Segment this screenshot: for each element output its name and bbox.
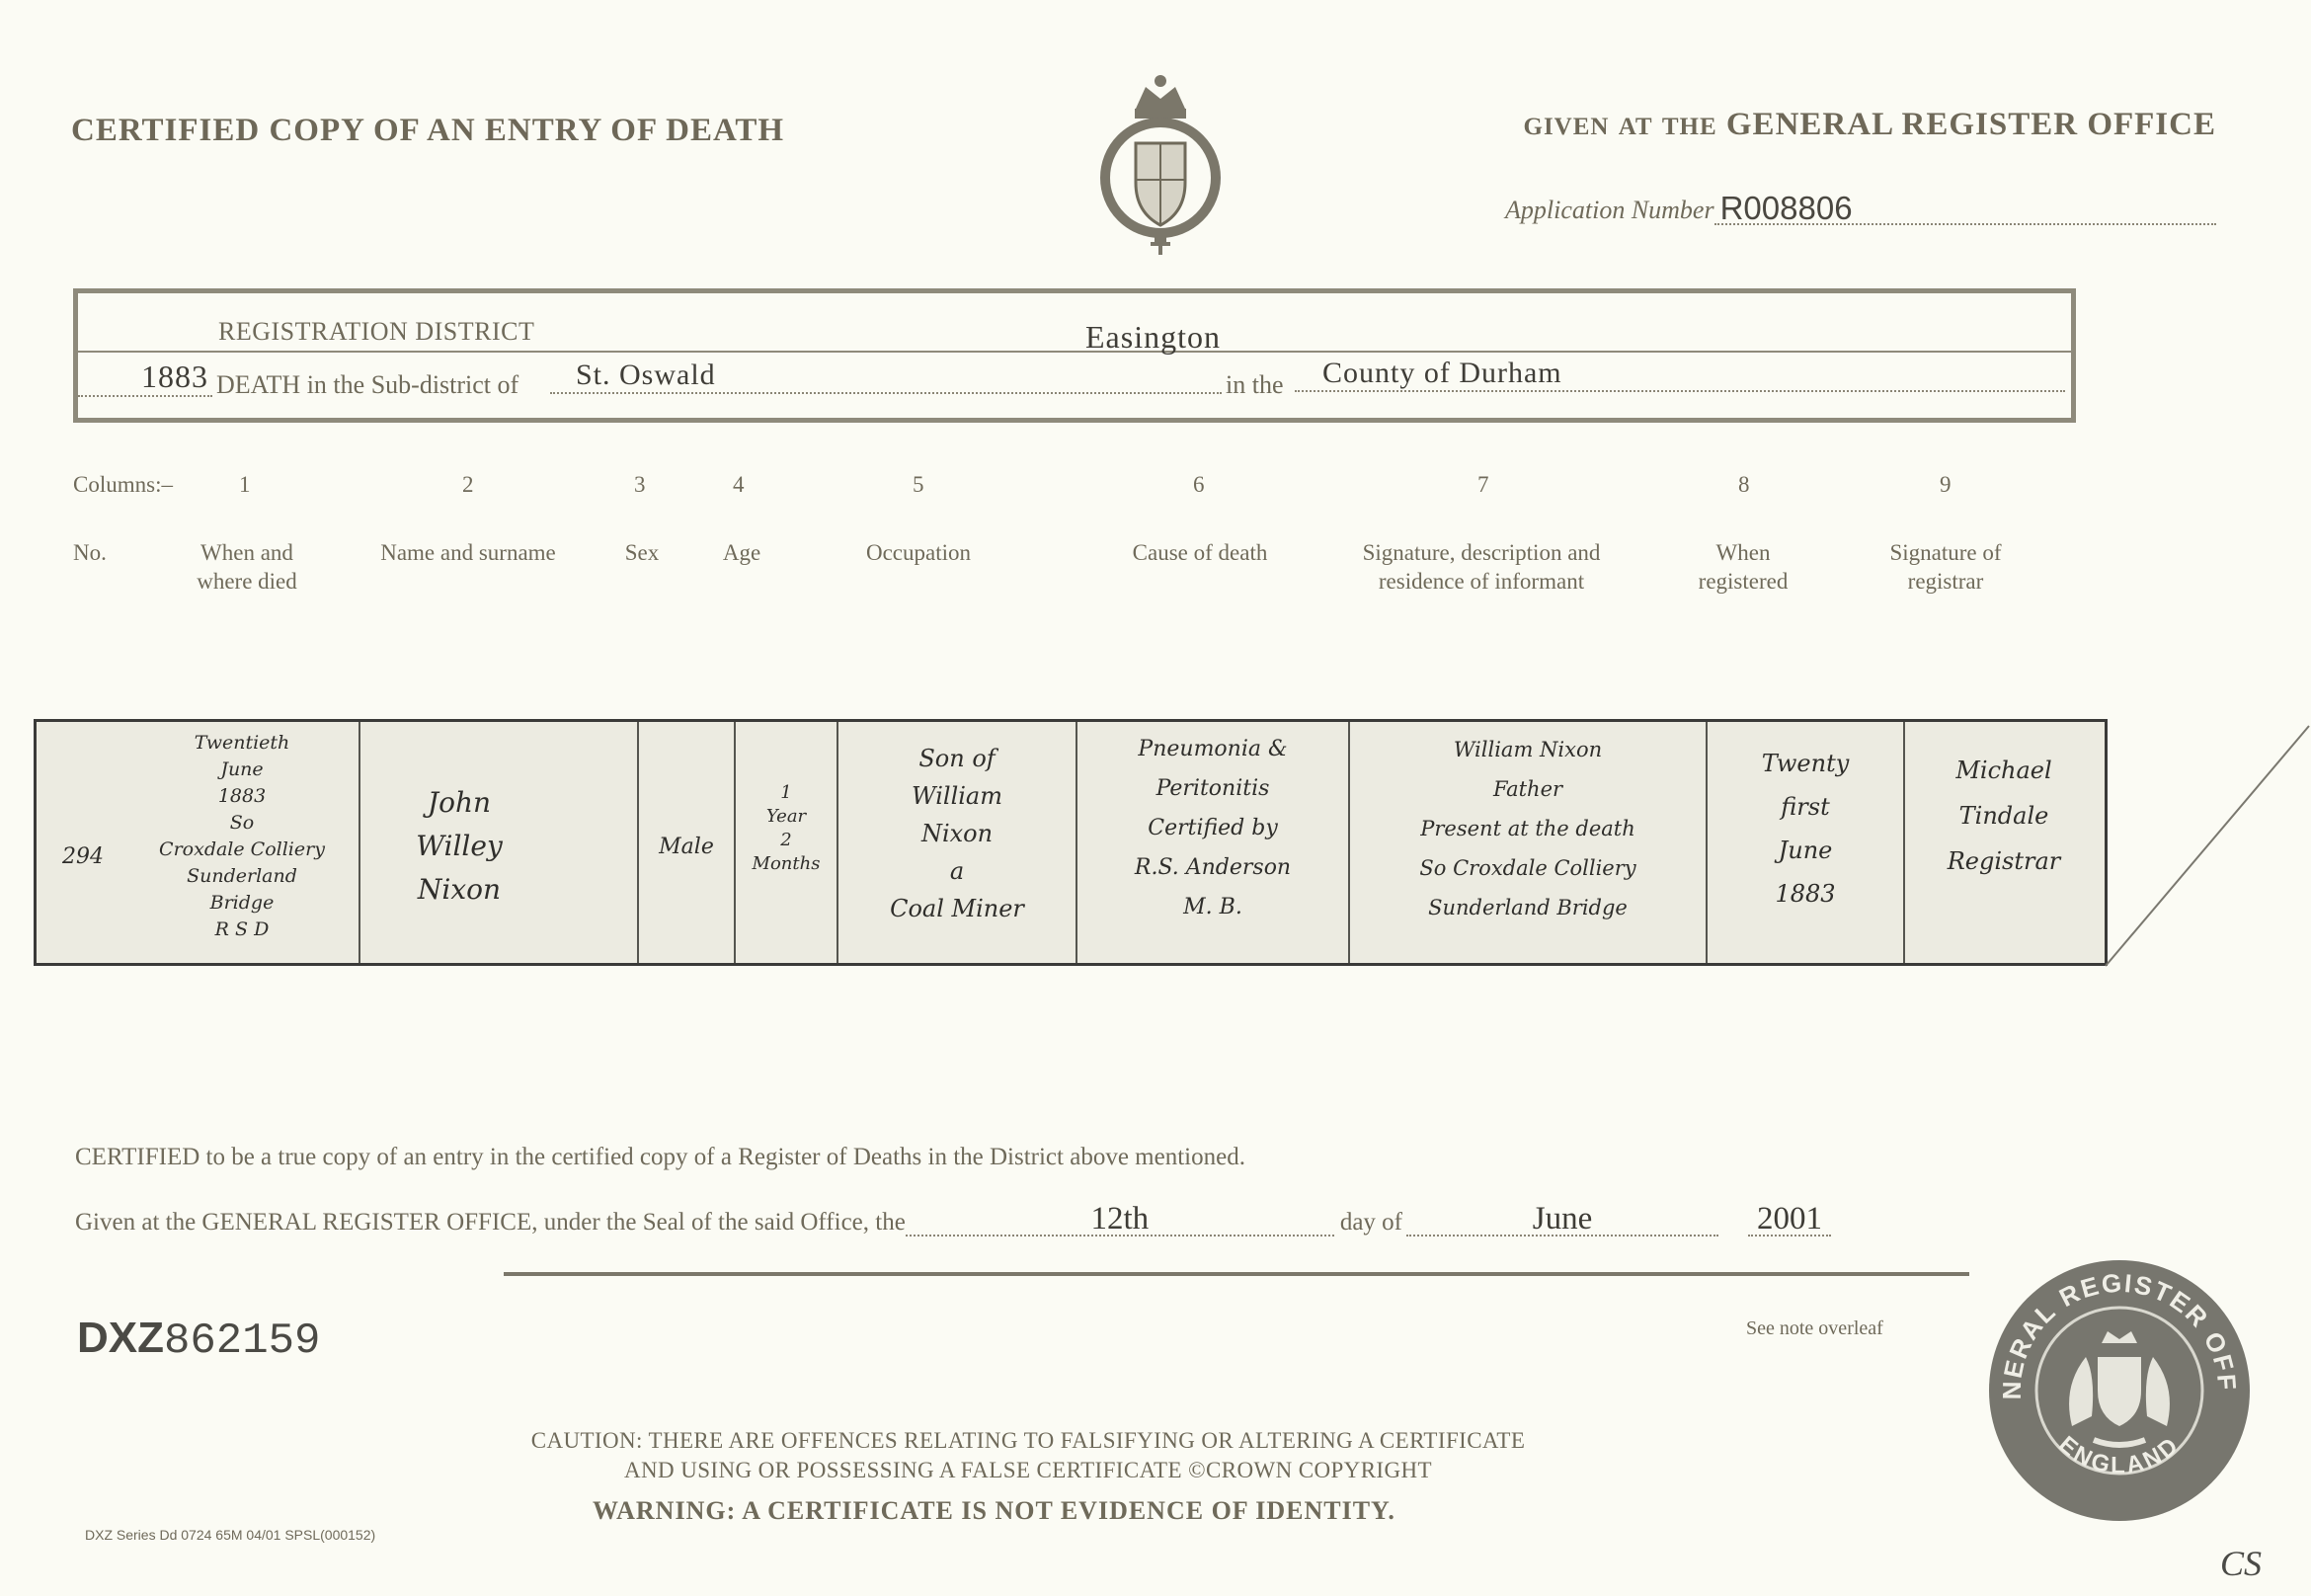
- entry-occupation: Son of William Nixon a Coal Miner: [890, 745, 1024, 922]
- entry-when-where: Twentieth June 1883 So Croxdale Colliery Sunderland Bridge R S D: [159, 732, 325, 940]
- entry-registrar: Michael Tindale Registrar: [1947, 757, 2061, 875]
- month-value: June: [1406, 1203, 1718, 1237]
- column-number-4: 4: [733, 472, 745, 497]
- column-number-8: 8: [1738, 472, 1750, 497]
- heading-no: No.: [73, 540, 107, 565]
- entry-cause-of-death: Pneumonia & Peritonitis Certified by R.S. Anderson M. B.: [1134, 737, 1292, 919]
- day-value: 12th: [906, 1203, 1334, 1237]
- column-number-9: 9: [1940, 472, 1952, 497]
- gro-seal-icon: [1987, 1258, 2252, 1523]
- serial-prefix: DXZ: [77, 1314, 164, 1362]
- heading-informant: Signature, description and residence of informant: [1362, 540, 1601, 594]
- heading-when-registered: When registered: [1698, 540, 1789, 594]
- diagonal-pen-stroke: [2104, 721, 2311, 968]
- heading-when-where-died: When and where died: [197, 540, 297, 594]
- column-number-1: 1: [239, 472, 251, 497]
- handwritten-initials: CS: [2220, 1544, 2263, 1583]
- column-number-6: 6: [1193, 472, 1205, 497]
- caution-line-2: AND USING OR POSSESSING A FALSE CERTIFICATE ©CROWN COPYRIGHT: [624, 1458, 1432, 1482]
- column-number-2: 2: [462, 472, 474, 497]
- entry-age: 1 Year 2 Months: [752, 782, 821, 874]
- columns-label: Columns:–: [73, 472, 173, 497]
- register-entry-row: [34, 719, 2108, 966]
- heading-age: Age: [722, 540, 761, 565]
- certificate-title: CERTIFIED COPY OF AN ENTRY OF DEATH: [71, 113, 785, 148]
- caution-line-1: CAUTION: THERE ARE OFFENCES RELATING TO FALSIFYING OR ALTERING A CERTIFICATE: [530, 1428, 1526, 1453]
- divider-rule: [504, 1272, 1969, 1276]
- year-value: 2001: [1748, 1203, 1831, 1237]
- entry-when-registered: Twenty first June 1883: [1761, 750, 1850, 908]
- heading-name-surname: Name and surname: [380, 540, 556, 565]
- column-number-3: 3: [634, 472, 646, 497]
- column-number-5: 5: [913, 472, 924, 497]
- entry-informant: William Nixon Father Present at the death So Croxdale Colliery Sunderland Bridge: [1419, 738, 1636, 919]
- heading-signature-registrar: Signature of registrar: [1889, 540, 2002, 594]
- caution-notice: [490, 1426, 1566, 1485]
- given-at-office: [1524, 107, 2217, 143]
- certificate-serial: [77, 1314, 320, 1366]
- heading-cause-of-death: Cause of death: [1132, 540, 1268, 565]
- given-date-row: [75, 1203, 1831, 1237]
- day-of-label: day of: [1339, 1209, 1402, 1236]
- form-series: DXZ Series Dd 0724 65M 04/01 SPSL(000152): [85, 1527, 376, 1543]
- warning-notice: WARNING: A CERTIFICATE IS NOT EVIDENCE OF IDENTITY.: [593, 1496, 1395, 1525]
- seal-top-text: NERAL REGISTER OFF: [1996, 1267, 2243, 1400]
- registration-district-value: Easington: [1085, 319, 1221, 355]
- seal-bottom-text: ENGLAND: [2053, 1430, 2186, 1479]
- subdistrict-row: [78, 353, 2071, 412]
- see-note-overleaf: See note overleaf: [1746, 1317, 1883, 1339]
- office-name: GENERAL REGISTER OFFICE: [1725, 107, 2216, 142]
- in-the-label: in the: [1226, 370, 1284, 399]
- entry-sex: Male: [659, 835, 714, 859]
- entry-name: John Willey Nixon: [416, 786, 503, 906]
- subdistrict-value: St. Oswald: [550, 359, 1222, 394]
- royal-crest-icon: [1091, 69, 1230, 257]
- column-number-7: 7: [1477, 472, 1489, 497]
- heading-sex: Sex: [624, 540, 660, 565]
- application-number-value: R008806: [1714, 194, 2216, 225]
- certification-statement: CERTIFIED to be a true copy of an entry in the certified copy of a Register of Deaths in the District above mentioned.: [75, 1144, 1245, 1170]
- given-label: GIVEN: [1523, 114, 1610, 140]
- registration-box: [73, 288, 2076, 423]
- application-number-label: Application Number: [1505, 196, 1714, 224]
- given-at-text: Given at the GENERAL REGISTER OFFICE, under the Seal of the said Office, the: [75, 1209, 906, 1236]
- application-number-row: [1505, 190, 2216, 226]
- subdistrict-label: DEATH in the Sub-district of: [216, 370, 519, 399]
- registration-district-label: REGISTRATION DISTRICT: [218, 317, 535, 346]
- registration-year: 1883: [78, 359, 212, 397]
- entry-number: 294: [62, 844, 104, 869]
- heading-occupation: Occupation: [865, 540, 971, 565]
- county-value: County of Durham: [1295, 357, 2065, 392]
- serial-number: 862159: [164, 1317, 321, 1366]
- at-label: AT: [1618, 114, 1653, 140]
- the-label: THE: [1661, 114, 1717, 140]
